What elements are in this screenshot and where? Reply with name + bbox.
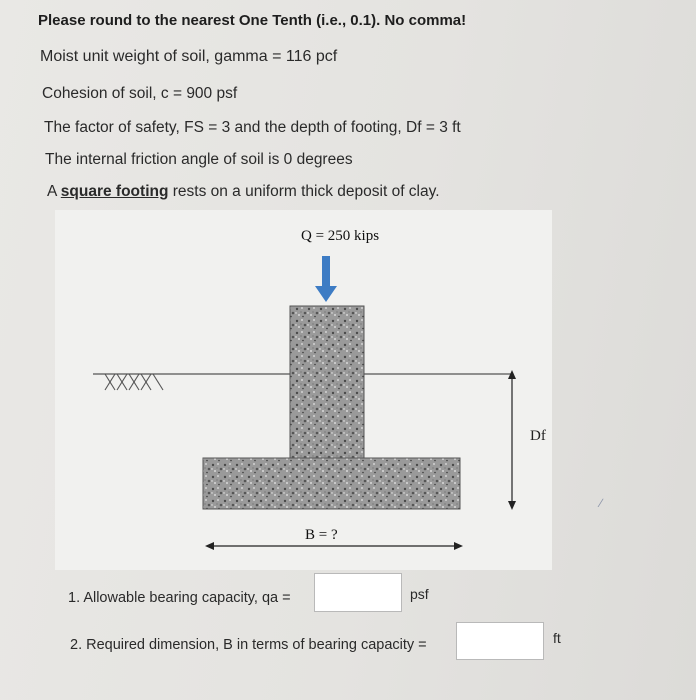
footing-drawing [55, 210, 552, 570]
given-friction-angle: The internal friction angle of soil is 0 degrees [45, 151, 353, 168]
given-factor-of-safety: The factor of safety, FS = 3 and the depth of footing, Df = 3 ft [44, 119, 461, 136]
footing-base [203, 458, 460, 509]
given-cohesion: Cohesion of soil, c = 900 psf [42, 85, 238, 102]
given-unit-weight: Moist unit weight of soil, gamma = 116 pcf [40, 48, 338, 65]
question-1-label: 1. Allowable bearing capacity, qa = [68, 590, 291, 606]
instructions-header: Please round to the nearest One Tenth (i.e., 0.1). No comma! [38, 12, 467, 29]
question-2-unit: ft [553, 630, 561, 646]
footing-diagram [55, 210, 552, 570]
depth-dimension-arrow [508, 370, 516, 510]
depth-label: Df [530, 428, 546, 444]
question-2-label: 2. Required dimension, B in terms of bearing capacity = [70, 637, 427, 653]
problem-statement [47, 183, 440, 201]
allowable-bearing-capacity-input[interactable] [314, 573, 402, 612]
footing-column [290, 306, 364, 458]
statement-prefix: A [47, 183, 61, 200]
ground-hatch-icon [105, 374, 163, 390]
question-1-unit: psf [410, 586, 429, 602]
width-label: B = ? [305, 527, 338, 543]
required-dimension-input[interactable] [456, 622, 544, 660]
pen-mark-icon: ∕ [600, 496, 603, 510]
statement-suffix: rests on a uniform thick deposit of clay. [168, 183, 440, 200]
square-footing-emphasis: square footing [60, 183, 169, 200]
load-label: Q = 250 kips [301, 228, 380, 244]
load-arrow-icon [315, 256, 337, 302]
